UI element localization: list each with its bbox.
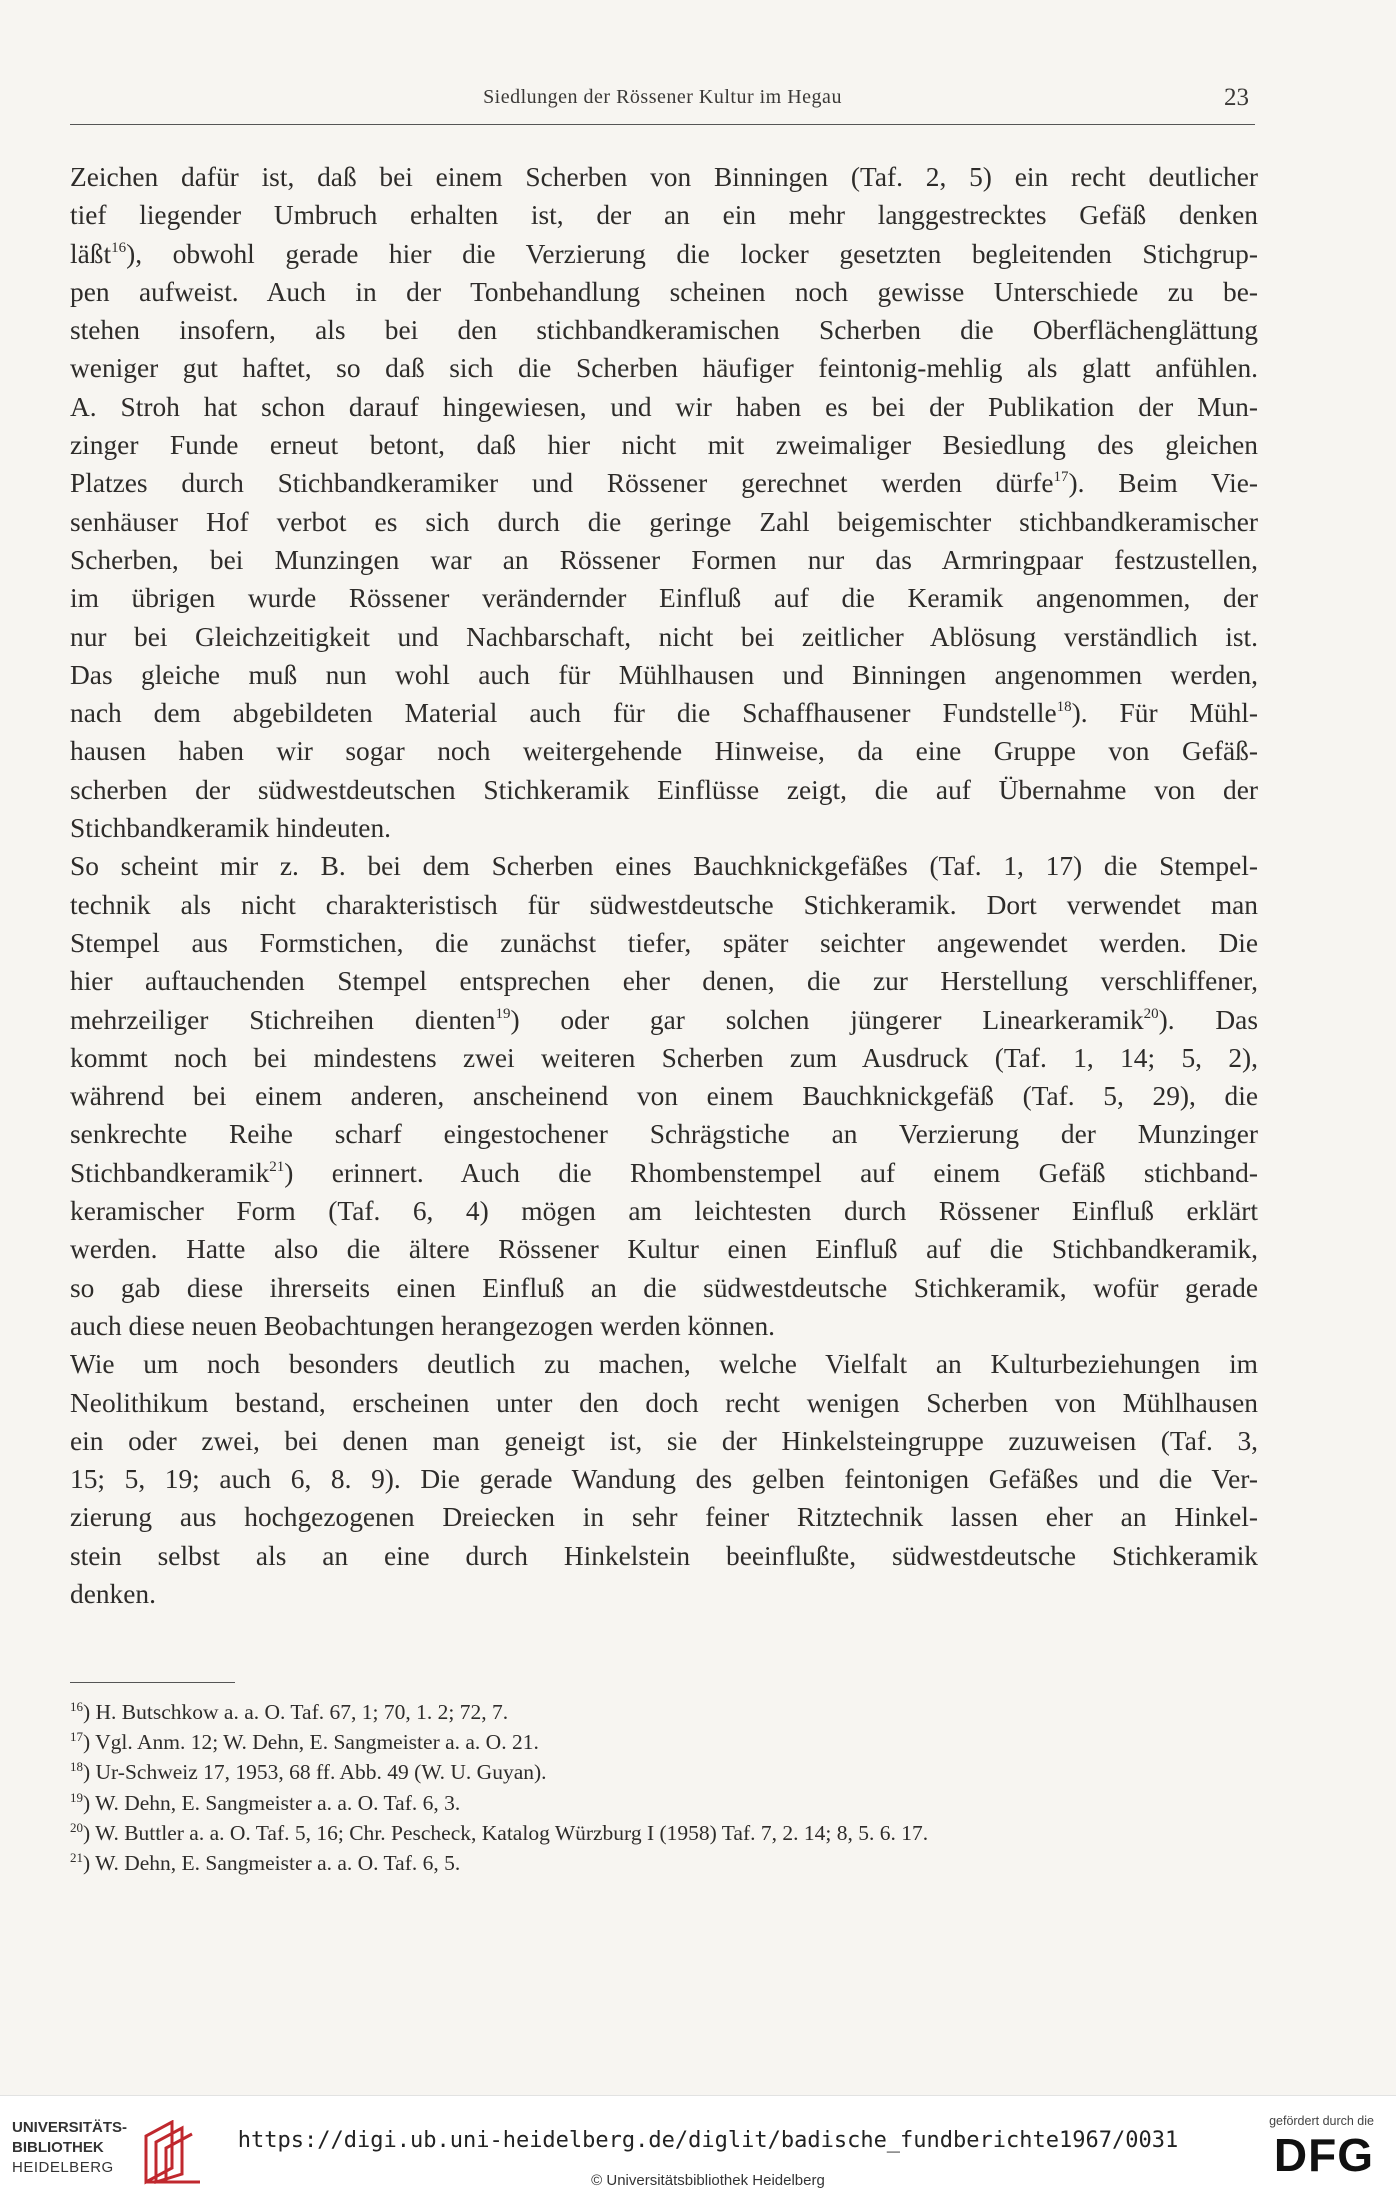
text-segment: Stempel aus Formstichen, die zunächst tiefer, später seichter angewendet werden. Die bbox=[70, 927, 1258, 958]
footnote bbox=[70, 1848, 1258, 1878]
footnote-marker: 18 bbox=[1056, 699, 1072, 716]
text-segment: zierung aus hochgezogenen Dreiecken in sehr feiner Ritztechnik lassen eher an Hinkel- bbox=[70, 1502, 1258, 1533]
library-name-line1: UNIVERSITÄTS- bbox=[12, 2119, 128, 2136]
footnote-text: ) Ur-Schweiz 17, 1953, 68 ff. Abb. 49 (W. U. Guyan). bbox=[83, 1760, 547, 1785]
library-footer-bar bbox=[0, 2095, 1396, 2205]
footnote-marker: 17 bbox=[1053, 469, 1069, 486]
footnote-number: 20 bbox=[70, 1819, 83, 1835]
text-line bbox=[70, 886, 1258, 924]
text-line bbox=[70, 1460, 1258, 1498]
text-segment: stehen insofern, als bei den stichbandkeramischen Scherben die Oberflächenglättung bbox=[70, 315, 1258, 346]
text-line bbox=[70, 1192, 1258, 1230]
text-segment: im übrigen wurde Rössener verändernder Einfluß auf die Keramik angenommen, der bbox=[70, 583, 1258, 614]
text-line bbox=[70, 962, 1258, 1000]
text-segment: werden. Hatte also die ältere Rössener Kultur einen Einfluß auf die Stichbandkeramik, bbox=[70, 1234, 1258, 1265]
text-line bbox=[70, 426, 1258, 464]
text-segment: mehrzeiliger Stichreihen dienten bbox=[70, 1004, 496, 1035]
text-line bbox=[70, 1307, 1258, 1345]
text-segment: keramischer Form (Taf. 6, 4) mögen am leichtesten durch Rössener Einfluß erklärt bbox=[70, 1196, 1258, 1227]
page-number: 23 bbox=[1224, 84, 1249, 111]
text-segment: Scherben, bei Munzingen war an Rössener Formen nur das Armringpaar festzustellen, bbox=[70, 544, 1258, 575]
text-line bbox=[70, 273, 1258, 311]
text-line bbox=[70, 311, 1258, 349]
library-name-line2: BIBLIOTHEK bbox=[12, 2139, 104, 2156]
text-line bbox=[70, 1384, 1258, 1422]
footnote-text: ) W. Dehn, E. Sangmeister a. a. O. Taf. 6, 3. bbox=[83, 1790, 461, 1815]
text-segment: technik als nicht charakteristisch für südwestdeutsche Stichkeramik. Dort verwendet man bbox=[70, 889, 1258, 920]
text-segment: ), obwohl gerade hier die Verzierung die locker gesetzten begleitenden Stichgrup- bbox=[126, 238, 1258, 269]
funder-note: gefördert durch die bbox=[1269, 2114, 1374, 2128]
footnote-marker: 20 bbox=[1143, 1005, 1159, 1022]
footnote-number: 17 bbox=[70, 1729, 83, 1745]
text-segment: ). Beim Vie- bbox=[1068, 468, 1258, 499]
text-segment: scherben der südwestdeutschen Stichkeramik Einflüsse zeigt, die auf Übernahme von der bbox=[70, 774, 1258, 805]
footnote-divider bbox=[70, 1682, 235, 1683]
text-line bbox=[70, 1498, 1258, 1536]
text-segment: nur bei Gleichzeitigkeit und Nachbarschaft, nicht bei zeitlicher Ablösung verständlich ist. bbox=[70, 621, 1258, 652]
body-text bbox=[70, 158, 1258, 1613]
text-segment: A. Stroh hat schon darauf hingewiesen, und wir haben es bei der Publikation der Mun- bbox=[70, 391, 1258, 422]
text-segment: ). Für Mühl- bbox=[1071, 698, 1258, 729]
footnote bbox=[70, 1757, 1258, 1787]
text-line bbox=[70, 235, 1258, 273]
footnote-marker: 16 bbox=[111, 239, 127, 256]
text-segment: pen aufweist. Auch in der Tonbehandlung scheinen noch gewisse Unterschiede zu be- bbox=[70, 276, 1258, 307]
text-segment: zinger Funde erneut betont, daß hier nicht mit zweimaliger Besiedlung des gleichen bbox=[70, 430, 1258, 461]
text-segment: hier auftauchenden Stempel entsprechen eher denen, die zur Herstellung verschliffener, bbox=[70, 966, 1258, 997]
footnote bbox=[70, 1788, 1258, 1818]
text-line bbox=[70, 503, 1258, 541]
text-line bbox=[70, 618, 1258, 656]
footnote-marker: 19 bbox=[495, 1005, 511, 1022]
text-segment: 15; 5, 19; auch 6, 8. 9). Die gerade Wandung des gelben feintonigen Gefäßes und die Ver- bbox=[70, 1464, 1258, 1495]
text-line bbox=[70, 1575, 1258, 1613]
footnote-text: ) Vgl. Anm. 12; W. Dehn, E. Sangmeister a. a. O. 21. bbox=[83, 1730, 539, 1755]
text-line bbox=[70, 388, 1258, 426]
text-segment: ) erinnert. Auch die Rhombenstempel auf einem Gefäß stichband- bbox=[284, 1157, 1258, 1188]
footnote-text: ) H. Butschkow a. a. O. Taf. 67, 1; 70, 1. 2; 72, 7. bbox=[83, 1700, 509, 1724]
text-line bbox=[70, 1537, 1258, 1575]
text-line bbox=[70, 579, 1258, 617]
text-line bbox=[70, 1001, 1258, 1039]
text-segment: stein selbst als an eine durch Hinkelstein beeinflußte, südwestdeutsche Stichkeramik bbox=[70, 1540, 1258, 1571]
footnote-number: 16 bbox=[70, 1699, 83, 1714]
text-segment: kommt noch bei mindestens zwei weiteren Scherben zum Ausdruck (Taf. 1, 14; 5, 2), bbox=[70, 1042, 1258, 1073]
footnote-number: 18 bbox=[70, 1759, 83, 1775]
text-line bbox=[70, 1230, 1258, 1268]
text-segment: hausen haben wir sogar noch weitergehende Hinweise, da eine Gruppe von Gefäß- bbox=[70, 736, 1258, 767]
footnote bbox=[70, 1818, 1258, 1848]
text-segment: ) oder gar solchen jüngerer Linearkeramik bbox=[510, 1004, 1144, 1035]
text-segment: tief liegender Umbruch erhalten ist, der an ein mehr langgestrecktes Gefäß denken bbox=[70, 200, 1258, 231]
footnote bbox=[70, 1727, 1258, 1757]
text-line bbox=[70, 1039, 1258, 1077]
text-line bbox=[70, 924, 1258, 962]
text-segment: Neolithikum bestand, erscheinen unter den doch recht wenigen Scherben von Mühlhausen bbox=[70, 1387, 1258, 1418]
text-line bbox=[70, 771, 1258, 809]
text-line bbox=[70, 1115, 1258, 1153]
text-segment: nach dem abgebildeten Material auch für die Schaffhausener Fundstelle bbox=[70, 698, 1057, 729]
text-segment: Platzes durch Stichbandkeramiker und Rössener gerechnet werden dürfe bbox=[70, 468, 1054, 499]
text-segment: auch diese neuen Beobachtungen herangezogen werden können. bbox=[70, 1310, 776, 1341]
text-segment: So scheint mir z. B. bei dem Scherben eines Bauchknickgefäßes (Taf. 1, 17) die Stempel- bbox=[70, 851, 1258, 882]
text-segment: senkrechte Reihe scharf eingestochener Schrägstiche an Verzierung der Munzinger bbox=[70, 1119, 1258, 1150]
text-line bbox=[70, 1269, 1258, 1307]
text-line bbox=[70, 1422, 1258, 1460]
text-line bbox=[70, 541, 1258, 579]
text-segment: Stichbandkeramik hindeuten. bbox=[70, 813, 391, 844]
text-line bbox=[70, 847, 1258, 885]
text-segment: Wie um noch besonders deutlich zu machen, welche Vielfalt an Kulturbeziehungen im bbox=[70, 1349, 1258, 1380]
text-line bbox=[70, 1345, 1258, 1383]
footnote-number: 21 bbox=[70, 1849, 83, 1865]
text-line bbox=[70, 732, 1258, 770]
text-line bbox=[70, 196, 1258, 234]
text-line bbox=[70, 809, 1258, 847]
text-segment: weniger gut haftet, so daß sich die Scherben häufiger feintonig-mehlig als glatt anfühlen. bbox=[70, 353, 1258, 384]
copyright-notice: © Universitätsbibliothek Heidelberg bbox=[591, 2172, 825, 2189]
text-line bbox=[70, 694, 1258, 732]
dfg-funding-logo[interactable] bbox=[1234, 2114, 1374, 2194]
text-line bbox=[70, 656, 1258, 694]
footnote-marker: 21 bbox=[269, 1158, 285, 1175]
library-name-line3: HEIDELBERG bbox=[12, 2159, 114, 2176]
text-line bbox=[70, 1154, 1258, 1192]
text-segment: Stichbandkeramik bbox=[70, 1157, 270, 1188]
running-header bbox=[70, 84, 1255, 125]
text-segment: läßt bbox=[70, 238, 112, 269]
text-segment: während bei einem anderen, anscheinend von einem Bauchknickgefäß (Taf. 5, 29), die bbox=[70, 1081, 1258, 1112]
text-segment: Zeichen dafür ist, daß bei einem Scherben von Binningen (Taf. 2, 5) ein recht deutlicher bbox=[70, 162, 1258, 192]
text-line bbox=[70, 349, 1258, 387]
text-segment: ein oder zwei, bei denen man geneigt ist, sie der Hinkelsteingruppe zuzuweisen (Taf. 3, bbox=[70, 1425, 1258, 1456]
footnote-text: ) W. Dehn, E. Sangmeister a. a. O. Taf. 6, 5. bbox=[83, 1850, 461, 1875]
footnote bbox=[70, 1697, 1258, 1727]
running-title: Siedlungen der Rössener Kultur im Hegau bbox=[483, 86, 842, 108]
dfg-logo-text: DFG bbox=[1273, 2129, 1374, 2181]
text-line bbox=[70, 1077, 1258, 1115]
text-segment: Das gleiche muß nun wohl auch für Mühlhausen und Binningen angenommen werden, bbox=[70, 659, 1258, 690]
permalink-url[interactable]: https://digi.ub.uni-heidelberg.de/diglit/badische_fundberichte1967/0031 bbox=[237, 2128, 1179, 2153]
footnote-number: 19 bbox=[70, 1789, 83, 1805]
text-line bbox=[70, 158, 1258, 196]
text-line bbox=[70, 464, 1258, 502]
footnote-text: ) W. Buttler a. a. O. Taf. 5, 16; Chr. Pescheck, Katalog Würzburg I (1958) Taf. 7, 2. 14; 8, 5. 6. 17. bbox=[83, 1820, 929, 1845]
footnotes bbox=[70, 1697, 1258, 1878]
text-segment: senhäuser Hof verbot es sich durch die geringe Zahl beigemischter stichbandkeramischer bbox=[70, 506, 1258, 537]
text-segment: denken. bbox=[70, 1578, 156, 1609]
text-segment: ). Das bbox=[1158, 1004, 1258, 1035]
text-segment: so gab diese ihrerseits einen Einfluß an die südwestdeutsche Stichkeramik, wofür gerade bbox=[70, 1272, 1258, 1303]
